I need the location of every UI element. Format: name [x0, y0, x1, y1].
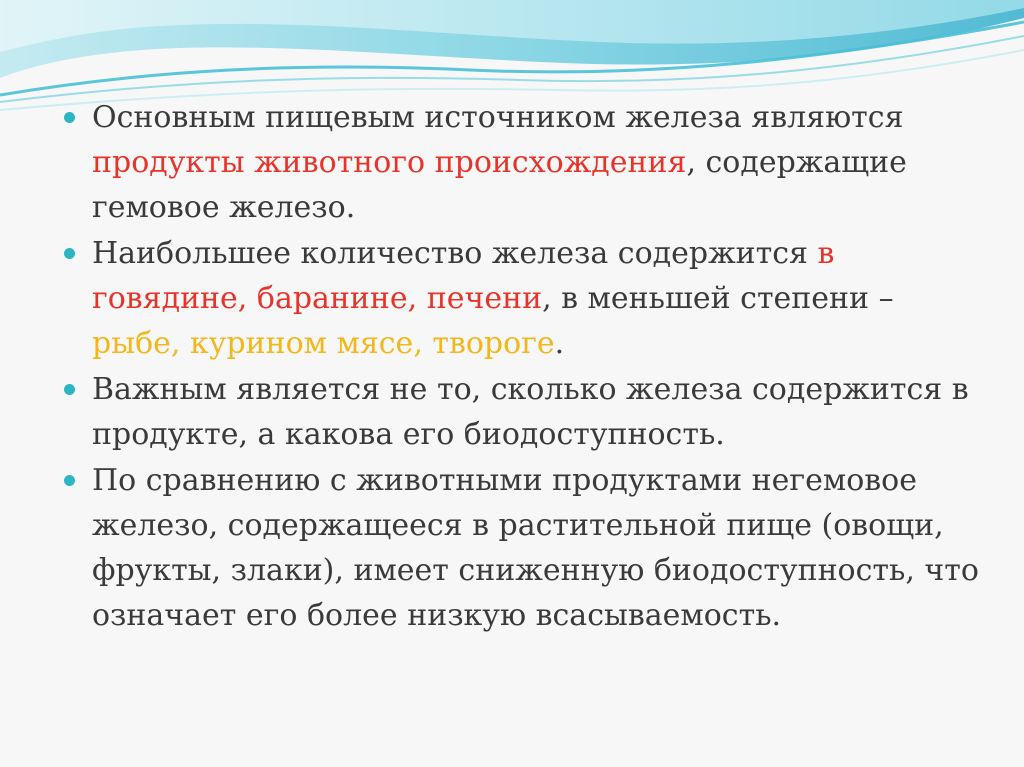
bullet-item-animal-sources	[64, 95, 984, 230]
bullet-dot-icon	[64, 248, 75, 259]
text-run: Наибольшее количество железа содержится	[92, 236, 818, 271]
bullet-dot-icon	[64, 384, 75, 395]
bullet-item-iron-content	[64, 231, 984, 366]
text-run: По сравнению с животными продуктами негемовое железо, содержащееся в растительной пище (овощи, фрукты, злаки), имеет сниженную биодоступность, что означает его более низкую всасываемость.	[92, 463, 979, 633]
text-run: , в меньшей степени –	[542, 281, 894, 316]
text-run: Важным является не то, сколько железа содержится в продукте, а какова его биодоступность.	[92, 372, 969, 452]
slide-content	[64, 95, 984, 639]
text-run: Основным пищевым источником железа являются	[92, 100, 904, 135]
bullet-list	[64, 95, 984, 638]
text-run: , содержащие гемовое железо.	[92, 145, 907, 225]
bullet-text	[92, 372, 969, 452]
bullet-item-nonheme-iron	[64, 458, 984, 638]
bullet-text	[92, 236, 894, 361]
text-run: .	[554, 326, 565, 361]
bullet-text	[92, 100, 907, 225]
highlight-yellow-run: рыбе, курином мясе, твороге	[92, 326, 555, 361]
bullet-dot-icon	[64, 475, 75, 486]
bullet-text	[92, 463, 979, 633]
bullet-item-bioavailability	[64, 367, 984, 457]
highlight-red-run: в говядине, баранине, печени	[92, 236, 835, 316]
bullet-dot-icon	[64, 112, 75, 123]
highlight-red-run: продукты животного происхождения	[92, 145, 687, 180]
